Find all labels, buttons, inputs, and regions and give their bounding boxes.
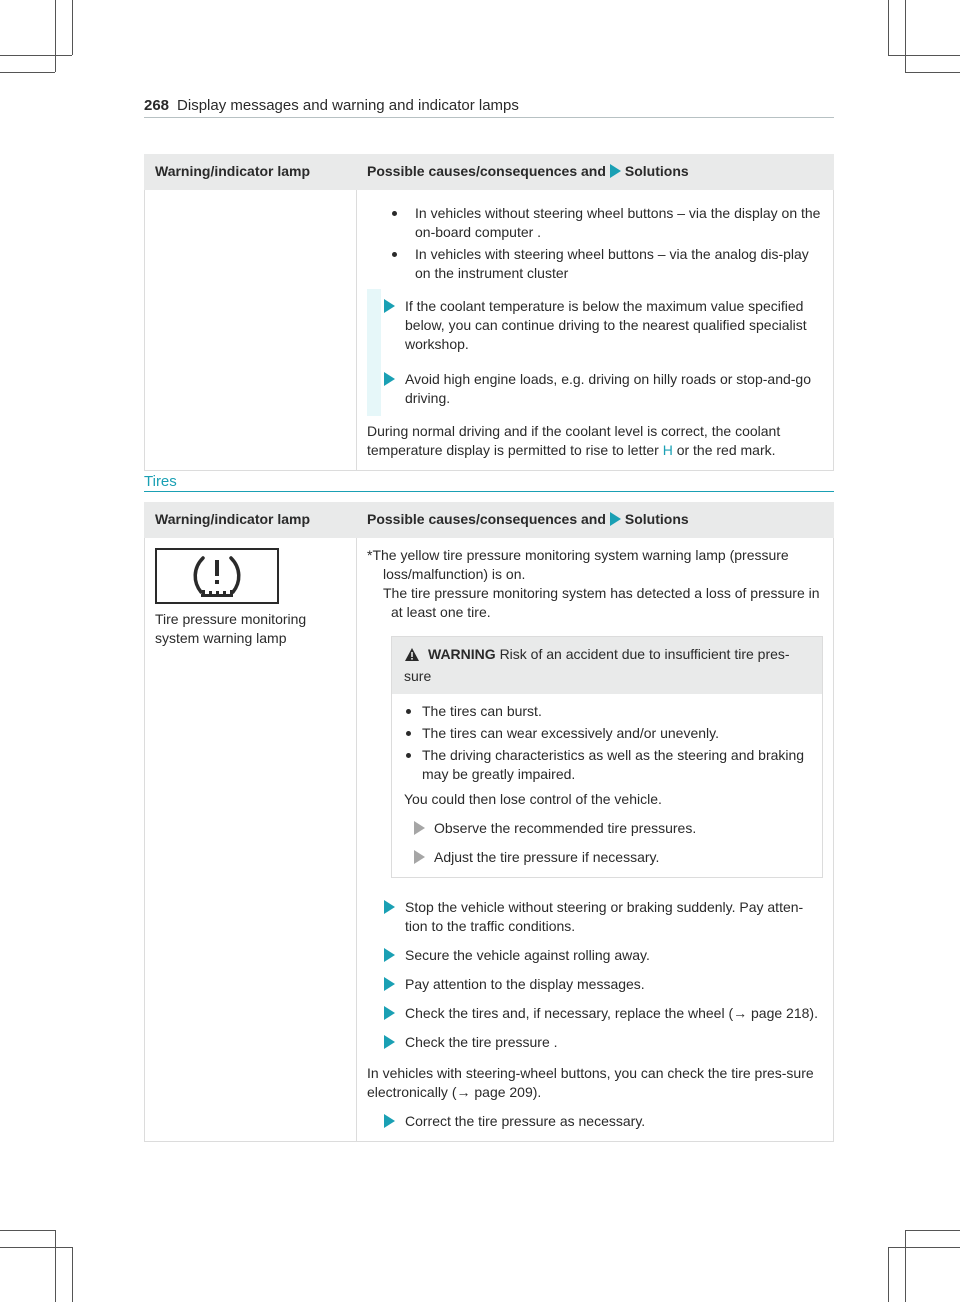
crop-mark	[55, 1230, 56, 1302]
step-bar	[367, 289, 381, 362]
solution-step: Pay attention to the display messages.	[367, 975, 823, 994]
solution-step: Correct the tire pressure as necessary.	[367, 1112, 823, 1131]
solutions-arrow-icon	[610, 164, 621, 178]
crop-mark	[888, 0, 889, 55]
warning-body	[392, 694, 822, 877]
intro-text: *The yellow tire pressure monitoring system warning lamp (pressure loss/malfunction) is on. The tire pressure monitoring system has detected a loss of pressure in at least one tire.	[367, 547, 820, 620]
warning-label: WARNING	[428, 646, 496, 662]
warning-step: Observe the recommended tire pressures.	[404, 819, 812, 838]
crop-mark	[905, 1230, 906, 1302]
warning-triangle-icon	[404, 647, 420, 667]
page-header	[144, 96, 834, 115]
step-arrow-icon	[384, 299, 395, 313]
crop-mark	[72, 1247, 73, 1302]
step-arrow-icon	[384, 1114, 395, 1128]
list-item: In vehicles with steering wheel buttons – via the analog dis-play on the instrument cluster	[367, 245, 823, 283]
crop-mark	[55, 0, 56, 72]
warning-step: Adjust the tire pressure if necessary.	[404, 848, 812, 867]
section-rule	[144, 491, 834, 492]
step-arrow-icon	[414, 850, 425, 864]
crop-mark	[888, 1247, 960, 1248]
warning-text: Risk of an accident due to insufficient tire pres-sure	[404, 646, 790, 684]
step-arrow-icon	[384, 1006, 395, 1020]
warning-note: You could then lose control of the vehicle.	[404, 791, 662, 807]
list-item: The driving characteristics as well as the steering and braking may be greatly impaired.	[404, 746, 812, 784]
step-arrow-icon	[384, 1035, 395, 1049]
solution-step: Check the tire pressure .	[367, 1033, 823, 1052]
letter-h: H	[662, 442, 673, 458]
col-header-causes: Possible causes/consequences and Solutions	[357, 155, 834, 190]
list-item: The tires can wear excessively and/or unevenly.	[404, 724, 812, 743]
page-number: 268	[144, 97, 170, 114]
coolant-solutions-cell	[357, 190, 834, 471]
solution-step: Stop the vehicle without steering or braking suddenly. Pay atten-tion to the traffic conditions.	[367, 898, 823, 936]
coolant-lamp-cell	[145, 190, 357, 471]
tire-pressure-warning-icon	[155, 548, 279, 604]
solutions-arrow-icon	[610, 512, 621, 526]
solution-step: Check the tires and, if necessary, replace the wheel (→ page 218).	[367, 1004, 823, 1023]
header-rule	[144, 117, 834, 118]
crop-mark	[0, 1230, 55, 1231]
crop-mark	[0, 1247, 72, 1248]
tires-table	[144, 502, 834, 1142]
step-arrow-icon	[384, 900, 395, 914]
step-arrow-icon	[414, 821, 425, 835]
crop-mark	[0, 72, 55, 73]
crop-mark	[0, 55, 72, 56]
crop-mark	[905, 72, 960, 73]
solution-step: Secure the vehicle against rolling away.	[367, 946, 823, 965]
col-header-causes: Possible causes/consequences and Solutions	[357, 503, 834, 538]
col-header-lamp: Warning/indicator lamp	[145, 503, 357, 538]
section-title-tires: Tires	[144, 473, 177, 490]
tire-solutions-cell	[357, 538, 834, 1142]
step-arrow-icon	[384, 372, 395, 386]
page-header-title: Display messages and warning and indicator lamps	[177, 97, 519, 114]
list-item: In vehicles without steering wheel buttons – via the display on the on-board computer .	[367, 204, 823, 242]
step-arrow-icon	[384, 977, 395, 991]
crop-mark	[888, 55, 960, 56]
step-arrow-icon	[384, 948, 395, 962]
col-header-lamp: Warning/indicator lamp	[145, 155, 357, 190]
solution-step: Avoid high engine loads, e.g. driving on hilly roads or stop-and-go driving.	[367, 370, 823, 408]
tire-lamp-cell	[145, 538, 357, 1142]
warning-header	[392, 637, 822, 694]
crop-mark	[888, 1247, 889, 1302]
list-item: The tires can burst.	[404, 702, 812, 721]
coolant-note: During normal driving and if the coolant level is correct, the coolant temperature display is permitted to rise to letter H or the red mark.	[367, 423, 781, 458]
lamp-name: Tire pressure monitoring system warning lamp	[155, 611, 307, 646]
step-bar	[367, 362, 381, 416]
crop-mark	[72, 0, 73, 55]
tire-note: In vehicles with steering-wheel buttons, you can check the tire pres-sure electronically (→ page 209).	[367, 1065, 814, 1100]
crop-mark	[905, 0, 906, 72]
warning-box	[391, 636, 823, 878]
coolant-table	[144, 154, 834, 471]
crop-mark	[905, 1230, 960, 1231]
solution-step: If the coolant temperature is below the maximum value specified below, you can continue driving to the nearest qualified specialist workshop.	[367, 297, 823, 354]
